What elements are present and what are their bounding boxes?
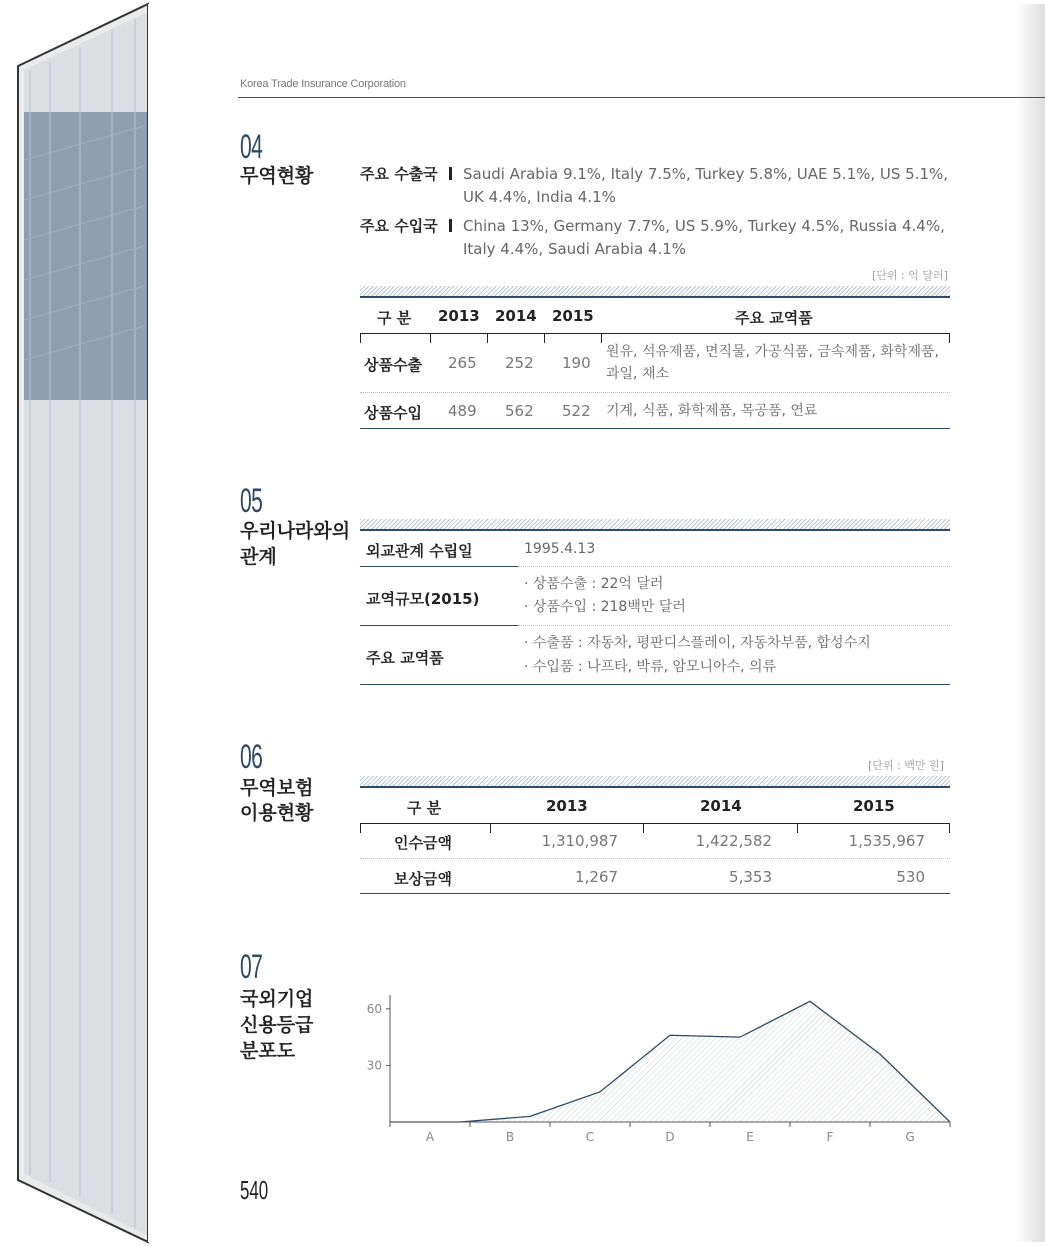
page-number: 540	[240, 1175, 269, 1205]
table-header: 2013	[546, 797, 588, 815]
unit-note: [단위 : 백만 원]	[868, 759, 944, 772]
row-divider	[360, 858, 950, 859]
cell-value: 1,267	[575, 868, 618, 886]
cell-value: 562	[505, 402, 534, 420]
cell-value: 265	[448, 354, 477, 372]
table-header: 2015	[853, 797, 895, 815]
relation-label: 교역규모(2015)	[366, 590, 480, 608]
row-label: 상품수출	[364, 356, 422, 374]
column-tick	[949, 823, 950, 833]
table-header: 2015	[552, 307, 594, 325]
table-top-hatch	[360, 776, 950, 788]
cell-value: 522	[562, 402, 591, 420]
section-07-number: 07	[240, 948, 263, 986]
label-rule	[360, 566, 518, 567]
x-tick-label: B	[505, 1130, 515, 1144]
cell-value: 489	[448, 402, 477, 420]
table-top-hatch	[360, 519, 950, 531]
x-tick-label: A	[425, 1130, 435, 1144]
table-header: 2014	[495, 307, 537, 325]
cell-value: 190	[562, 354, 591, 372]
export-countries-text: Saudi Arabia 9.1%, Italy 7.5%, Turkey 5.8%, UAE 5.1%, US 5.1%, UK 4.4%, India 4.1%	[463, 165, 949, 206]
row-divider	[518, 566, 950, 567]
row-label: 인수금액	[394, 834, 452, 852]
section-07-title-line2: 신용등급	[240, 1014, 314, 1036]
column-tick	[360, 333, 361, 343]
x-tick-label: C	[585, 1130, 595, 1144]
header-rule	[360, 333, 950, 334]
export-label: 주요 수출국	[360, 165, 438, 183]
column-tick	[490, 823, 491, 833]
column-tick	[487, 333, 488, 343]
table-header: 주요 교역품	[735, 309, 813, 327]
relation-value: · 상품수입 : 218백만 달러	[524, 599, 686, 615]
trade-items: 기계, 식품, 화학제품, 목공품, 연료	[606, 403, 818, 419]
x-tick-label: G	[905, 1130, 915, 1144]
import-countries-text: China 13%, Germany 7.7%, US 5.9%, Turkey 4.5%, Russia 4.4%, Italy 4.4%, Saudi Arabia 4.1%	[463, 217, 945, 258]
cell-value: 1,310,987	[541, 832, 618, 850]
table-bottom-rule	[360, 684, 950, 685]
table-bottom-rule	[360, 893, 950, 894]
column-tick	[430, 333, 431, 343]
section-07-title-line1: 국외기업	[240, 988, 314, 1010]
label-divider	[449, 219, 452, 232]
row-divider	[360, 392, 950, 393]
header-rule	[238, 97, 1045, 98]
cell-value: 530	[896, 868, 925, 886]
section-06-title-line2: 이용현황	[240, 802, 314, 824]
area-fill	[390, 1001, 950, 1122]
row-label: 보상금액	[394, 870, 452, 888]
section-05-title-line2: 관계	[240, 546, 277, 568]
table-header: 2014	[700, 797, 742, 815]
relation-value: · 수출품 : 자동차, 평판디스플레이, 자동차부품, 합성수지	[524, 635, 871, 651]
column-tick	[601, 333, 602, 343]
relation-value: · 상품수출 : 22억 달러	[524, 576, 664, 592]
x-tick-label: F	[826, 1130, 834, 1144]
column-tick	[360, 823, 361, 833]
cell-value: 1,422,582	[695, 832, 772, 850]
cell-value: 252	[505, 354, 534, 372]
table-header: 구 분	[407, 799, 442, 817]
row-divider	[518, 625, 950, 626]
header-rule	[360, 823, 950, 824]
import-label: 주요 수입국	[360, 217, 438, 235]
section-05-number: 05	[240, 482, 263, 520]
table-header: 2013	[438, 307, 480, 325]
section-07-title-line3: 분포도	[240, 1040, 296, 1062]
cell-value: 1,535,967	[848, 832, 925, 850]
row-label: 상품수입	[364, 404, 422, 422]
page-edge-shadow	[1015, 4, 1045, 1242]
table-top-hatch	[360, 286, 950, 298]
relation-label: 외교관계 수립일	[366, 542, 473, 560]
y-tick-label: 30	[366, 1058, 382, 1073]
column-tick	[544, 333, 545, 343]
x-tick-label: D	[665, 1130, 675, 1144]
section-04-title: 무역현황	[240, 165, 314, 187]
relation-value: · 수입품 : 나프타, 박류, 암모니아수, 의류	[524, 659, 777, 675]
column-tick	[643, 823, 644, 833]
x-tick-label: E	[746, 1130, 754, 1144]
relation-label: 주요 교역품	[366, 649, 444, 667]
book-spine-decoration	[0, 0, 160, 1246]
section-06-number: 06	[240, 738, 263, 776]
label-divider	[449, 167, 452, 180]
table-bottom-rule	[360, 428, 950, 429]
unit-note: [단위 : 억 달러]	[872, 269, 948, 282]
label-rule	[360, 625, 518, 626]
trade-items: 원유, 석유제품, 면직물, 가공식품, 금속제품, 화학제품, 과일, 채소	[606, 344, 939, 382]
section-05-title-line1: 우리나라와의	[240, 520, 351, 542]
credit-rating-chart	[355, 980, 955, 1150]
cell-value: 5,353	[729, 868, 772, 886]
section-04-number: 04	[240, 128, 263, 166]
section-06-title-line1: 무역보험	[240, 777, 314, 799]
table-header: 구 분	[377, 309, 412, 327]
running-head: Korea Trade Insurance Corporation	[240, 78, 406, 90]
relation-value: 1995.4.13	[524, 541, 596, 557]
column-tick	[797, 823, 798, 833]
y-tick-label: 60	[366, 1001, 382, 1016]
